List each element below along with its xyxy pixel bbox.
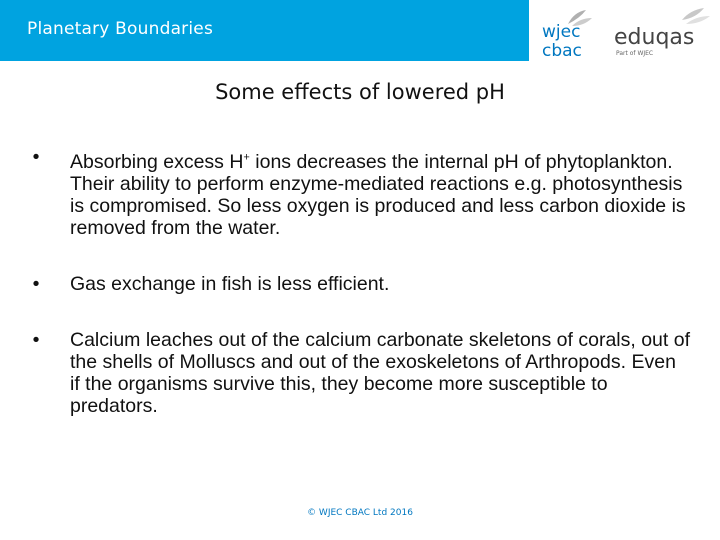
slide-title: [0, 80, 720, 104]
bullet-text-part: ions decreases the internal pH of phytoplankton. Their ability to perform enzyme-mediated reactions e.g. photosynthesis is compromised. So less oxygen is produced and less carbon dioxide is removed from the water.: [70, 150, 686, 239]
slide-title-text: Some effects of lowered pH: [215, 80, 505, 104]
bullet-text: Calcium leaches out of the calcium carbonate skeletons of corals, out of the shells of Molluscs and out of the exoskeletons of Arthropods. Even if the organisms survive this, they become more susceptible to predators.: [70, 328, 690, 417]
bullet-dot-icon: •: [32, 328, 40, 351]
superscript: +: [243, 151, 250, 163]
bullet-list: [30, 146, 690, 417]
header-bar: [0, 0, 529, 61]
bullet-text: Gas exchange in fish is less efficient.: [70, 272, 390, 295]
bullet-item: [30, 146, 690, 239]
bullet-dot-icon: •: [32, 146, 40, 168]
copyright-footer: © WJEC CBAC Ltd 2016: [307, 508, 413, 518]
eduqas-logo: [610, 6, 718, 58]
bullet-dot-icon: •: [32, 272, 40, 295]
wjec-text: wjec: [542, 22, 581, 42]
header-title: Planetary Boundaries: [27, 19, 214, 39]
eduqas-leaf-icon: [682, 8, 710, 24]
eduqas-subtext: Part of WJEC: [616, 50, 654, 57]
bullet-text: [70, 151, 686, 239]
wjec-cbac-logo: [534, 4, 604, 60]
bullet-text-part: Absorbing excess H: [70, 150, 244, 173]
cbac-text: cbac: [542, 41, 582, 60]
bullet-item: [30, 273, 690, 295]
eduqas-text: eduqas: [614, 25, 695, 50]
bullet-item: [30, 329, 690, 417]
